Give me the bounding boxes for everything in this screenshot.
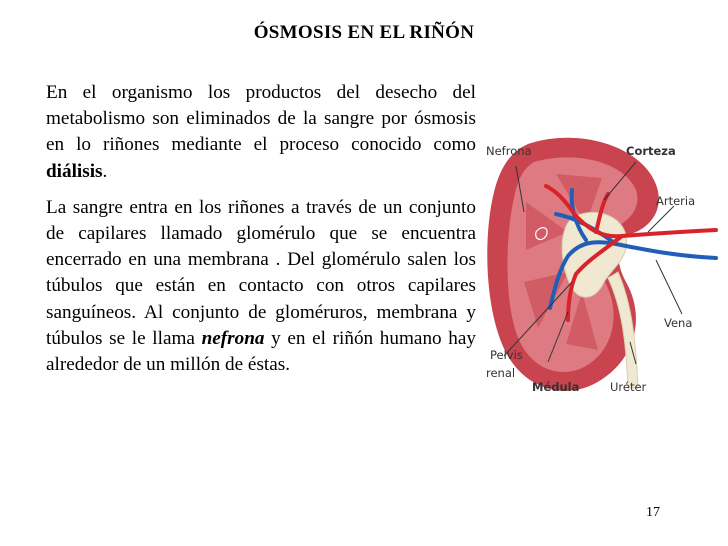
body-text — [46, 80, 476, 378]
term-nefrona: nefrona — [201, 327, 265, 349]
kidney-diagram — [476, 132, 728, 408]
label-arteria: Arteria — [656, 194, 696, 208]
paragraph-nefrona: La sangre entra en los riñones a través de un conjunto de capilares llamado glomérulo que se encuentra encerrado en una membrana . Del glomérulo salen los túbulos que están en contacto con otros capilares sanguíneos. Al conjunto de gloméruros, membrana y túbulos se le llama nefrona y en el riñón humano hay alrededor de un millón de éstas. — [46, 196, 476, 376]
slide-title: ÓSMOSIS EN EL RIÑÓN — [253, 22, 475, 43]
label-medula: Médula — [532, 380, 580, 394]
label-corteza: Corteza — [626, 144, 676, 158]
label-renal: renal — [486, 366, 516, 380]
paragraph-dialisis: En el organismo los productos del desecho del metabolismo son eliminados de la sangre por ósmosis en lo riñones mediante el proceso conocido como diálisis. — [46, 82, 476, 182]
label-nefrona: Nefrona — [486, 144, 532, 158]
term-dialisis: diálisis — [46, 160, 103, 182]
label-vena: Vena — [664, 316, 693, 330]
page-number: 17 — [646, 505, 660, 520]
label-pelvis: Pelvis — [490, 348, 523, 362]
label-ureter: Uréter — [610, 380, 647, 394]
